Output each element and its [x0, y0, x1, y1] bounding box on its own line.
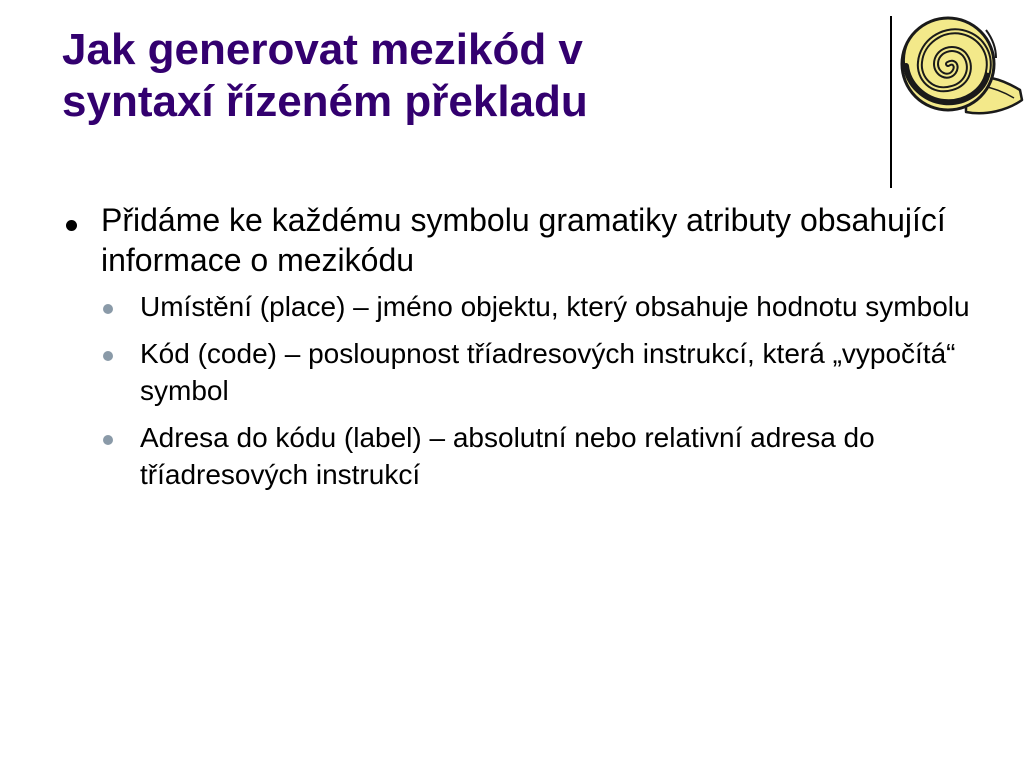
sub-bullet-text: Umístění (place) – jméno objektu, který obsahuje hodnotu symbolu — [140, 291, 970, 322]
bullet-item — [62, 200, 982, 493]
sub-bullet-item — [101, 335, 982, 409]
bullet-text: Přidáme ke každému symbolu gramatiky atributy obsahující informace o mezikódu — [101, 202, 946, 278]
sub-bullet-text: Kód (code) – posloupnost tříadresových instrukcí, která „vypočítá“ symbol — [140, 338, 956, 406]
rolled-scroll-icon — [896, 8, 1024, 120]
sub-bullet-list — [101, 288, 982, 493]
title-divider — [890, 16, 892, 188]
bullet-dot-icon — [66, 220, 77, 231]
sub-bullet-item — [101, 419, 982, 493]
bullet-list — [62, 200, 982, 503]
sub-bullet-dot-icon — [103, 304, 113, 314]
slide-title — [62, 24, 862, 128]
sub-bullet-text: Adresa do kódu (label) – absolutní nebo relativní adresa do tříadresových instrukcí — [140, 422, 875, 490]
sub-bullet-item — [101, 288, 982, 325]
slide-title-line-2: syntaxí řízeném překladu — [62, 77, 588, 126]
sub-bullet-dot-icon — [103, 435, 113, 445]
sub-bullet-dot-icon — [103, 351, 113, 361]
slide-title-line-1: Jak generovat mezikód v — [62, 25, 583, 74]
